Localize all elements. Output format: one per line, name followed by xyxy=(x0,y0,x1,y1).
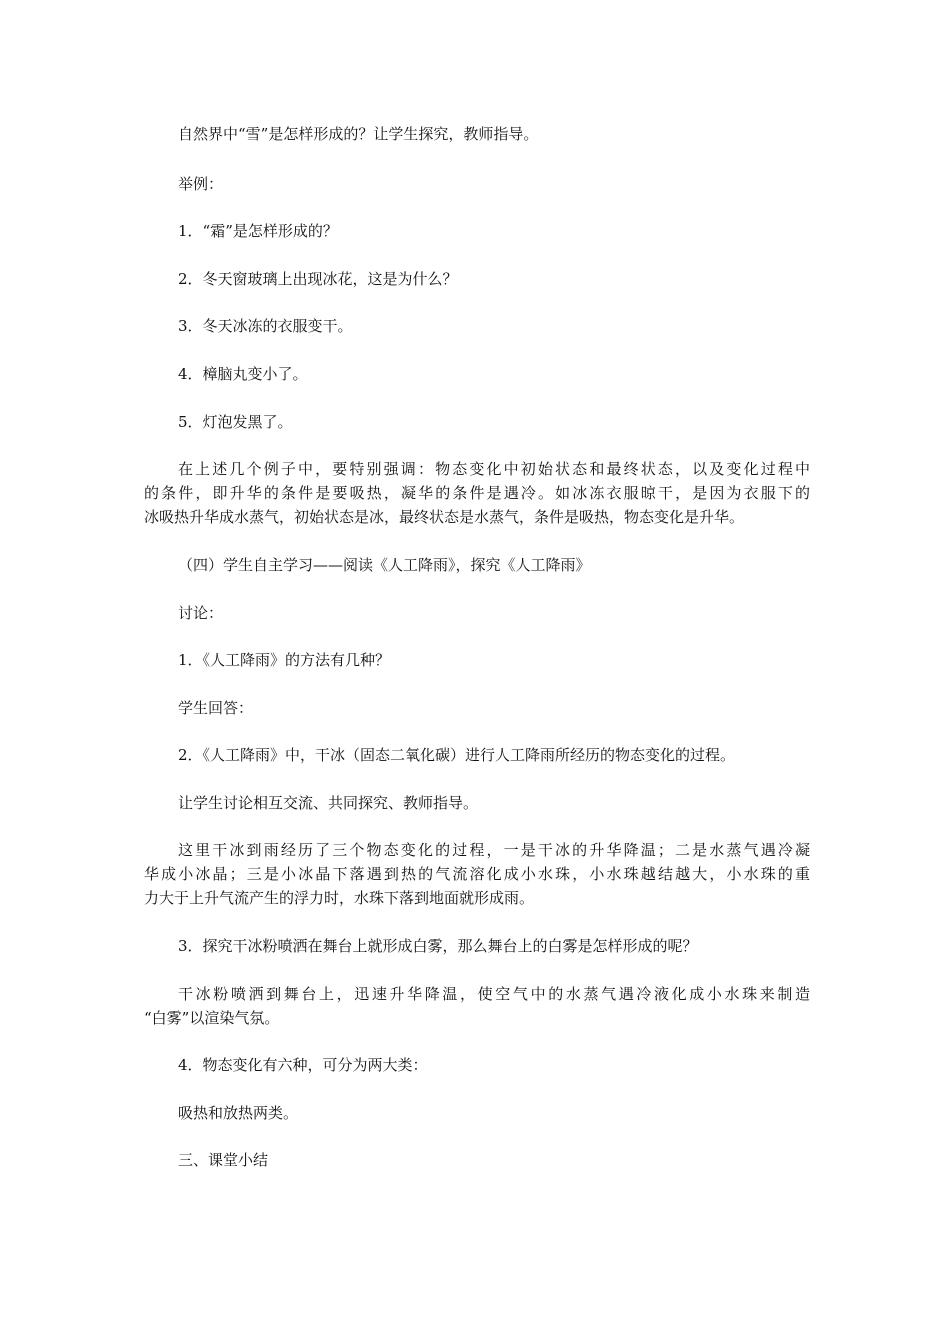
question-item-2: 2．《人工降雨》中，干冰（固态二氧化碳）进行人工降雨所经历的物态变化的过程。 xyxy=(178,746,736,764)
question-item-4: 4．物态变化有六种，可分为两大类： xyxy=(178,1056,428,1074)
paragraph-examples-label: 举例： xyxy=(178,175,224,193)
example-item-1: 1．“霜”是怎样形成的？ xyxy=(178,222,338,240)
paragraph-fog xyxy=(144,982,810,1030)
question-item-3: 3．探究干冰粉喷洒在舞台上就形成白雾，那么舞台上的白雾是怎样形成的呢？ xyxy=(178,937,698,955)
paragraph-process xyxy=(144,838,810,910)
paragraph-discuss-exchange: 让学生讨论相互交流、共同探究、教师指导。 xyxy=(178,794,479,812)
example-item-2: 2．冬天窗玻璃上出现冰花，这是为什么？ xyxy=(178,270,458,288)
paragraph-emphasis-line: 冰吸热升华成水蒸气，初始状态是冰，最终状态是水蒸气，条件是吸热，物态变化是升华。 xyxy=(144,508,745,526)
section-heading-4: （四）学生自主学习——阅读《人工降雨》，探究《人工降雨》 xyxy=(178,556,591,574)
example-item-3: 3．冬天冰冻的衣服变干。 xyxy=(178,317,353,335)
paragraph-fog-line: “白雾”以渲染气氛。 xyxy=(144,1009,280,1027)
paragraph-student-answer: 学生回答： xyxy=(178,699,254,717)
paragraph-fog-line: 干冰粉喷洒到舞台上，迅速升华降温，使空气中的水蒸气遇冷液化成小水珠来制造 xyxy=(178,985,810,1003)
paragraph-emphasis xyxy=(144,457,810,529)
example-item-5: 5．灯泡发黑了。 xyxy=(178,413,293,431)
paragraph-discuss-label: 讨论： xyxy=(178,604,224,622)
paragraph-two-types: 吸热和放热两类。 xyxy=(178,1104,299,1122)
paragraph-emphasis-line: 在上述几个例子中，要特别强调：物态变化中初始状态和最终状态，以及变化过程中 xyxy=(178,460,810,478)
paragraph-process-line: 这里干冰到雨经历了三个物态变化的过程，一是干冰的升华降温；二是水蒸气遇冷凝 xyxy=(178,841,810,859)
example-item-4: 4．樟脑丸变小了。 xyxy=(178,365,308,383)
section-heading-summary: 三、课堂小结 xyxy=(178,1151,269,1169)
paragraph-snow-question: 自然界中“雪”是怎样形成的？让学生探究，教师指导。 xyxy=(178,125,539,143)
paragraph-emphasis-line: 的条件，即升华的条件是要吸热，凝华的条件是遇冷。如冰冻衣服晾干，是因为衣服下的 xyxy=(144,484,810,502)
paragraph-process-line: 华成小冰晶；三是小冰晶下落遇到热的气流溶化成小水珠，小水珠越结越大，小水珠的重 xyxy=(144,865,810,883)
question-item-1: 1．《人工降雨》的方法有几种？ xyxy=(178,651,391,669)
paragraph-process-line: 力大于上升气流产生的浮力时，水珠下落到地面就形成雨。 xyxy=(144,889,535,907)
